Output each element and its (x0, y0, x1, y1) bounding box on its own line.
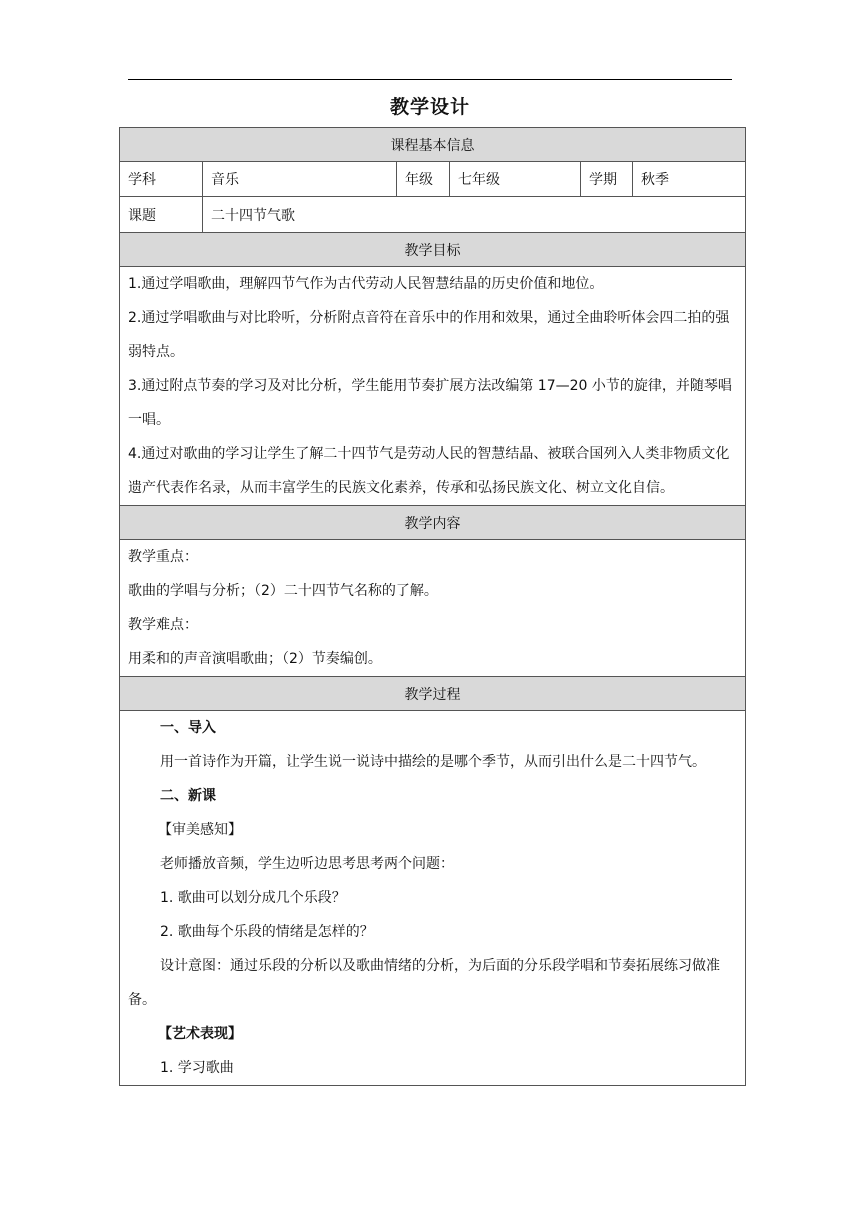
document-title: 教学设计 (389, 96, 470, 118)
term-label: 学期 (581, 162, 633, 197)
new-lesson-heading: 二、新课 (160, 788, 216, 804)
term-value: 秋季 (633, 162, 746, 197)
topic-value: 二十四节气歌 (203, 197, 746, 233)
header-rule (128, 79, 732, 80)
goal-item: 3.通过附点节奏的学习及对比分析，学生能用节奏扩展方法改编第 17—20 小节的旋律，并随琴唱一唱。 (128, 378, 732, 428)
difficult-points-label: 教学难点： (128, 617, 198, 633)
intro-heading: 一、导入 (160, 720, 216, 736)
art-expression-heading: 【艺术表现】 (158, 1026, 242, 1042)
grade-label: 年级 (397, 162, 450, 197)
difficult-points-text: 用柔和的声音演唱歌曲；（2）节奏编创。 (128, 651, 382, 667)
section-header-content: 教学内容 (120, 506, 746, 540)
subject-value: 音乐 (203, 162, 397, 197)
lesson-plan-table (119, 127, 746, 1086)
goal-item: 1.通过学唱歌曲，理解四节气作为古代劳动人民智慧结晶的历史价值和地位。 (128, 276, 604, 292)
goal-item: 2.通过学唱歌曲与对比聆听，分析附点音符在音乐中的作用和效果，通过全曲聆听体会四二拍的强弱特点。 (128, 310, 730, 360)
goal-item: 4.通过对歌曲的学习让学生了解二十四节气是劳动人民的智慧结晶、被联合国列入人类非物质文化遗产代表作名录，从而丰富学生的民族文化素养，传承和弘扬民族文化、树立文化自信。 (128, 446, 730, 496)
question-item: 1. 歌曲可以划分成几个乐段？ (160, 890, 346, 906)
process-cell (120, 711, 746, 1086)
section-header-process: 教学过程 (120, 677, 746, 711)
content-cell (120, 540, 746, 677)
key-points-text: 歌曲的学唱与分析；（2）二十四节气名称的了解。 (128, 583, 438, 599)
question-item: 2. 歌曲每个乐段的情绪是怎样的？ (160, 924, 374, 940)
goals-cell (120, 267, 746, 506)
section-header-goals: 教学目标 (120, 233, 746, 267)
section-header-basic-info: 课程基本信息 (120, 128, 746, 162)
grade-value: 七年级 (450, 162, 581, 197)
topic-label: 课题 (120, 197, 203, 233)
design-intent: 设计意图：通过乐段的分析以及歌曲情绪的分析，为后面的分乐段学唱和节奏拓展练习做准备。 (128, 958, 720, 1008)
learn-song-item: 1. 学习歌曲 (160, 1060, 234, 1076)
subject-label: 学科 (120, 162, 203, 197)
key-points-label: 教学重点： (128, 549, 198, 565)
perception-text: 老师播放音频，学生边听边思考思考两个问题： (160, 856, 454, 872)
intro-text: 用一首诗作为开篇，让学生说一说诗中描绘的是哪个季节，从而引出什么是二十四节气。 (160, 754, 706, 770)
perception-heading: 【审美感知】 (158, 822, 242, 838)
